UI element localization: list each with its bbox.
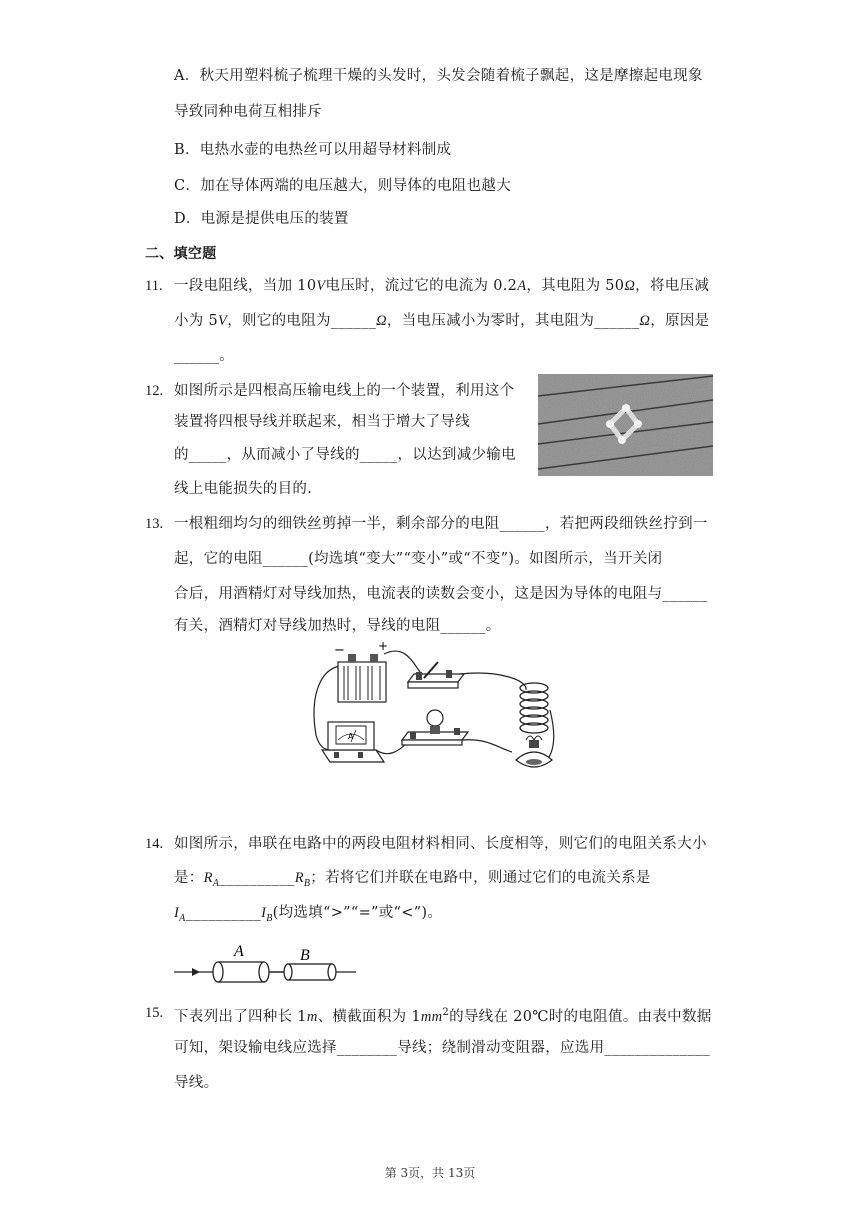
resistors-figure [170,938,360,986]
q12-line2: 装置将四根导线并联起来，相当于增大了导线 [174,414,470,430]
q14-line3: $I_A\_\_\_\_\_\_\_\_\_\_I_B$(均选填“>”“=”或“<”)。 [174,905,443,924]
power-line-spacer-photo [538,374,713,476]
q14-line1: 如图所示，串联在电路中的两段电阻材料相同、长度相等，则它们的电阻关系大小 [174,836,707,852]
heating-circuit-figure [298,640,564,786]
option-d: D．电源是提供电压的装置 [174,211,349,227]
q13-line1: 一根粗细均匀的细铁丝剪掉一半，剩余部分的电阻______，若把两段细铁丝拧到一 [174,516,708,532]
ammeter-label: A [348,732,354,741]
q11-line2: 小为 5V，则它的电阻为______Ω，当电压减小为零时，其电阻为______Ω，原因是 [174,313,710,329]
q13-line3: 合后，用酒精灯对导线加热，电流表的读数会变小，这是因为导体的电阻与______ [174,586,708,602]
q13-line4: 有关，酒精灯对导线加热时，导线的电阻______。 [174,618,501,634]
q12-line4: 线上电能损失的目的. [174,481,313,497]
q11-number: 11. [145,278,163,294]
q11-line1: 一段电阻线，当加 10V电压时，流过它的电流为 0.2A，其电阻为 50Ω，将电压减 [174,278,710,294]
q15-line3: 导线。 [174,1075,219,1091]
section-title: 二、填空题 [145,246,217,262]
q13-number: 13. [145,516,164,532]
battery-plus-label: + [378,640,389,653]
q12-line3: 的_____，从而减小了导线的_____，以达到减少输电 [174,447,516,463]
q12-number: 12. [145,383,164,399]
q12-line1: 如图所示是四根高压输电线上的一个装置，利用这个 [174,383,515,399]
option-c: C．加在导体两端的电压越大，则导体的电阻也越大 [174,178,511,194]
q11-line3: ______。 [174,348,235,364]
q15-line1: 下表列出了四种长 1m、横截面积为 $1mm^2$的导线在 20℃时的电阻值。由表中数据 [174,1007,712,1025]
resistor-b-label: B [300,947,310,964]
q15-number: 15. [145,1005,164,1021]
q13-line2: 起，它的电阻______(均选填“变大”“变小”或“不变”)。如图所示，当开关闭 [174,551,663,567]
option-a-line2: 导致同种电荷互相排斥 [174,104,322,120]
battery-minus-label: − [334,643,345,658]
resistor-a-label: A [234,943,244,960]
q15-line2: 可知，架设输电线应选择________导线；绕制滑动变阻器，应选用______________ [174,1040,711,1056]
q14-number: 14. [145,836,164,852]
page-footer: 第 3页，共 13页 [384,1166,476,1180]
q14-line2: 是：$R_A\_\_\_\_\_\_\_\_\_\_R_B$；若将它们并联在电路中，则通过它们的电流关系是 [174,870,651,889]
option-b: B．电热水壶的电热丝可以用超导材料制成 [174,142,452,158]
option-a-line1: A．秋天用塑料梳子梳理干燥的头发时，头发会随着梳子飘起，这是摩擦起电现象 [174,68,703,84]
